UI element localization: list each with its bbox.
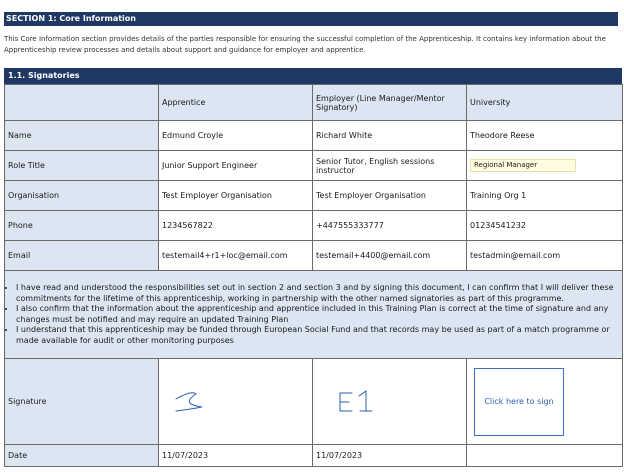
- employer-email: testemail+4400@email.com: [313, 241, 467, 271]
- header-empty-cell: [5, 85, 159, 121]
- employer-signature-drawing: [316, 387, 386, 417]
- declaration-item: • I also confirm that the information about the apprenticeship and apprentice included in this Training Plan is correct at the time of signature and any changes must be notified and may require an updated Training Plan: [16, 304, 619, 325]
- apprentice-phone: 1234567822: [159, 211, 313, 241]
- university-phone: 01234541232: [467, 211, 623, 241]
- employer-date: 11/07/2023: [313, 445, 467, 467]
- employer-name: Richard White: [313, 121, 467, 151]
- row-label-date: Date: [5, 445, 159, 467]
- table-header-row: [5, 85, 623, 121]
- row-label-role: Role Title: [5, 151, 159, 181]
- header-apprentice: Apprentice: [159, 85, 313, 121]
- declaration-row: [5, 271, 623, 359]
- section-title: SECTION 1: Core Information: [4, 12, 618, 26]
- row-label-organisation: Organisation: [5, 181, 159, 211]
- apprentice-date: 11/07/2023: [159, 445, 313, 467]
- intro-line-2: Apprenticeship review processes and details about support and guidance for employer and apprentice.: [4, 46, 366, 54]
- declaration-cell: [5, 271, 623, 359]
- apprentice-email: testemail4+r1+loc@email.com: [159, 241, 313, 271]
- click-to-sign-button[interactable]: Click here to sign: [474, 368, 564, 436]
- employer-organisation: Test Employer Organisation: [313, 181, 467, 211]
- university-signature-cell: [467, 359, 623, 445]
- university-organisation: Training Org 1: [467, 181, 623, 211]
- employer-phone: +447555333777: [313, 211, 467, 241]
- section-intro: [4, 34, 624, 56]
- signature-row: [5, 359, 623, 445]
- signatories-table: [4, 84, 623, 467]
- apprentice-role: Junior Support Engineer: [159, 151, 313, 181]
- university-date: [467, 445, 623, 467]
- intro-line-1: This Core Information section provides details of the parties responsible for ensuring the successful completion of the Apprenticeship. It contains key information about the: [4, 35, 606, 43]
- university-name: Theodore Reese: [467, 121, 623, 151]
- table-row: [5, 121, 623, 151]
- row-label-phone: Phone: [5, 211, 159, 241]
- header-employer: Employer (Line Manager/Mentor Signatory): [313, 85, 467, 121]
- row-label-name: Name: [5, 121, 159, 151]
- table-row: [5, 211, 623, 241]
- apprentice-name: Edmund Croyle: [159, 121, 313, 151]
- apprentice-signature-drawing: [162, 387, 222, 417]
- date-row: [5, 445, 623, 467]
- table-row: [5, 151, 623, 181]
- row-label-signature: Signature: [5, 359, 159, 445]
- apprentice-signature: [159, 359, 313, 445]
- apprentice-organisation: Test Employer Organisation: [159, 181, 313, 211]
- signatories-title: 1.1. Signatories: [4, 68, 622, 84]
- header-university: University: [467, 85, 623, 121]
- employer-signature: [313, 359, 467, 445]
- declaration-item: • I have read and understood the responsibilities set out in section 2 and section 3 and by signing this document, I can confirm that I will deliver these commitments for the lifetime of this apprenticeship, working in partnership with the other named signatories as part of this programme.: [16, 283, 619, 304]
- declaration-list: [8, 283, 619, 346]
- declaration-item: • I understand that this apprenticeship may be funded through European Social Fund and that records may be used as part of a match programme or made available for audit or other monitoring purposes: [16, 325, 619, 346]
- university-email: testadmin@email.com: [467, 241, 623, 271]
- table-row: [5, 241, 623, 271]
- employer-role: Senior Tutor, English sessions instructor: [313, 151, 467, 181]
- table-row: [5, 181, 623, 211]
- university-role-cell: [467, 151, 623, 181]
- university-role-field[interactable]: Regional Manager: [470, 159, 576, 172]
- row-label-email: Email: [5, 241, 159, 271]
